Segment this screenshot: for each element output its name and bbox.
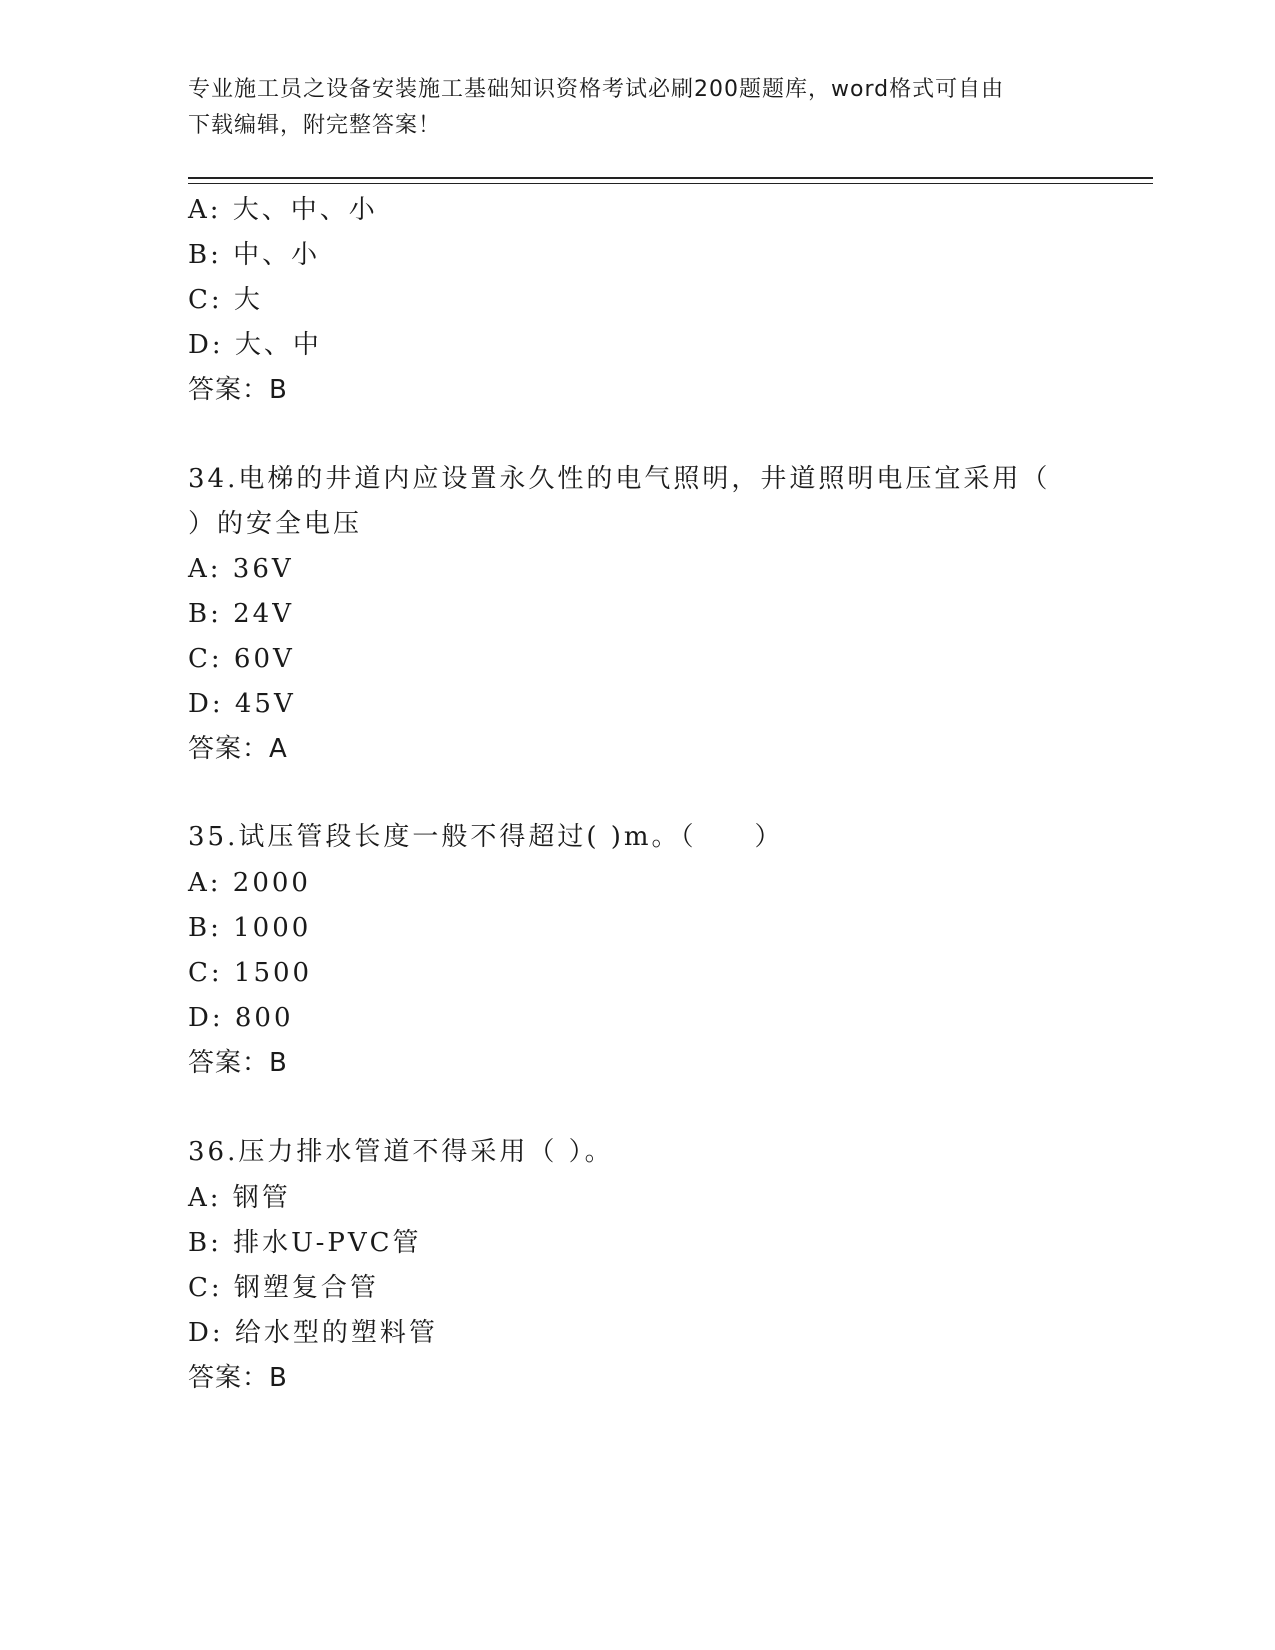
q36-option-d: D: 给水型的塑料管 [188,1318,438,1348]
q34-option-d: D: 45V [188,689,296,719]
header-rule-thick [188,177,1153,179]
q35-option-d: D: 800 [188,1003,294,1033]
q36-answer: 答案：B [188,1363,288,1393]
q35-option-a: A: 2000 [188,868,311,898]
q35-answer: 答案：B [188,1048,288,1078]
q36-stem: 36.压力排水管道不得采用（ ）。 [188,1137,614,1167]
q36-option-b: B: 排水U-PVC管 [188,1228,422,1258]
q34-option-a: A: 36V [188,554,294,584]
q33-option-c: C: 大 [188,285,263,315]
header-rule-thin [188,183,1153,184]
q33-option-b: B: 中、小 [188,240,321,270]
q35-stem: 35.试压管段长度一般不得超过( )m。（ ） [188,822,784,852]
q35-option-c: C: 1500 [188,958,313,988]
q34-option-c: C: 60V [188,644,295,674]
q34-stem-line-1: 34.电梯的井道内应设置永久性的电气照明，井道照明电压宜采用（ [188,464,1051,494]
q36-option-a: A: 钢管 [188,1183,291,1213]
q33-answer: 答案：B [188,375,288,405]
q34-option-b: B: 24V [188,599,294,629]
q34-stem-line-2: ）的安全电压 [188,509,363,539]
q36-option-c: C: 钢塑复合管 [188,1273,379,1303]
q34-answer: 答案：A [188,734,288,764]
document-header [188,72,1088,144]
q33-option-d: D: 大、中 [188,330,322,360]
q35-option-b: B: 1000 [188,913,312,943]
q33-option-a: A: 大、中、小 [188,195,378,225]
header-line-2: 下载编辑，附完整答案！ [188,113,442,138]
header-line-1: 专业施工员之设备安装施工基础知识资格考试必刷200题题库，word格式可自由 [188,77,1005,102]
